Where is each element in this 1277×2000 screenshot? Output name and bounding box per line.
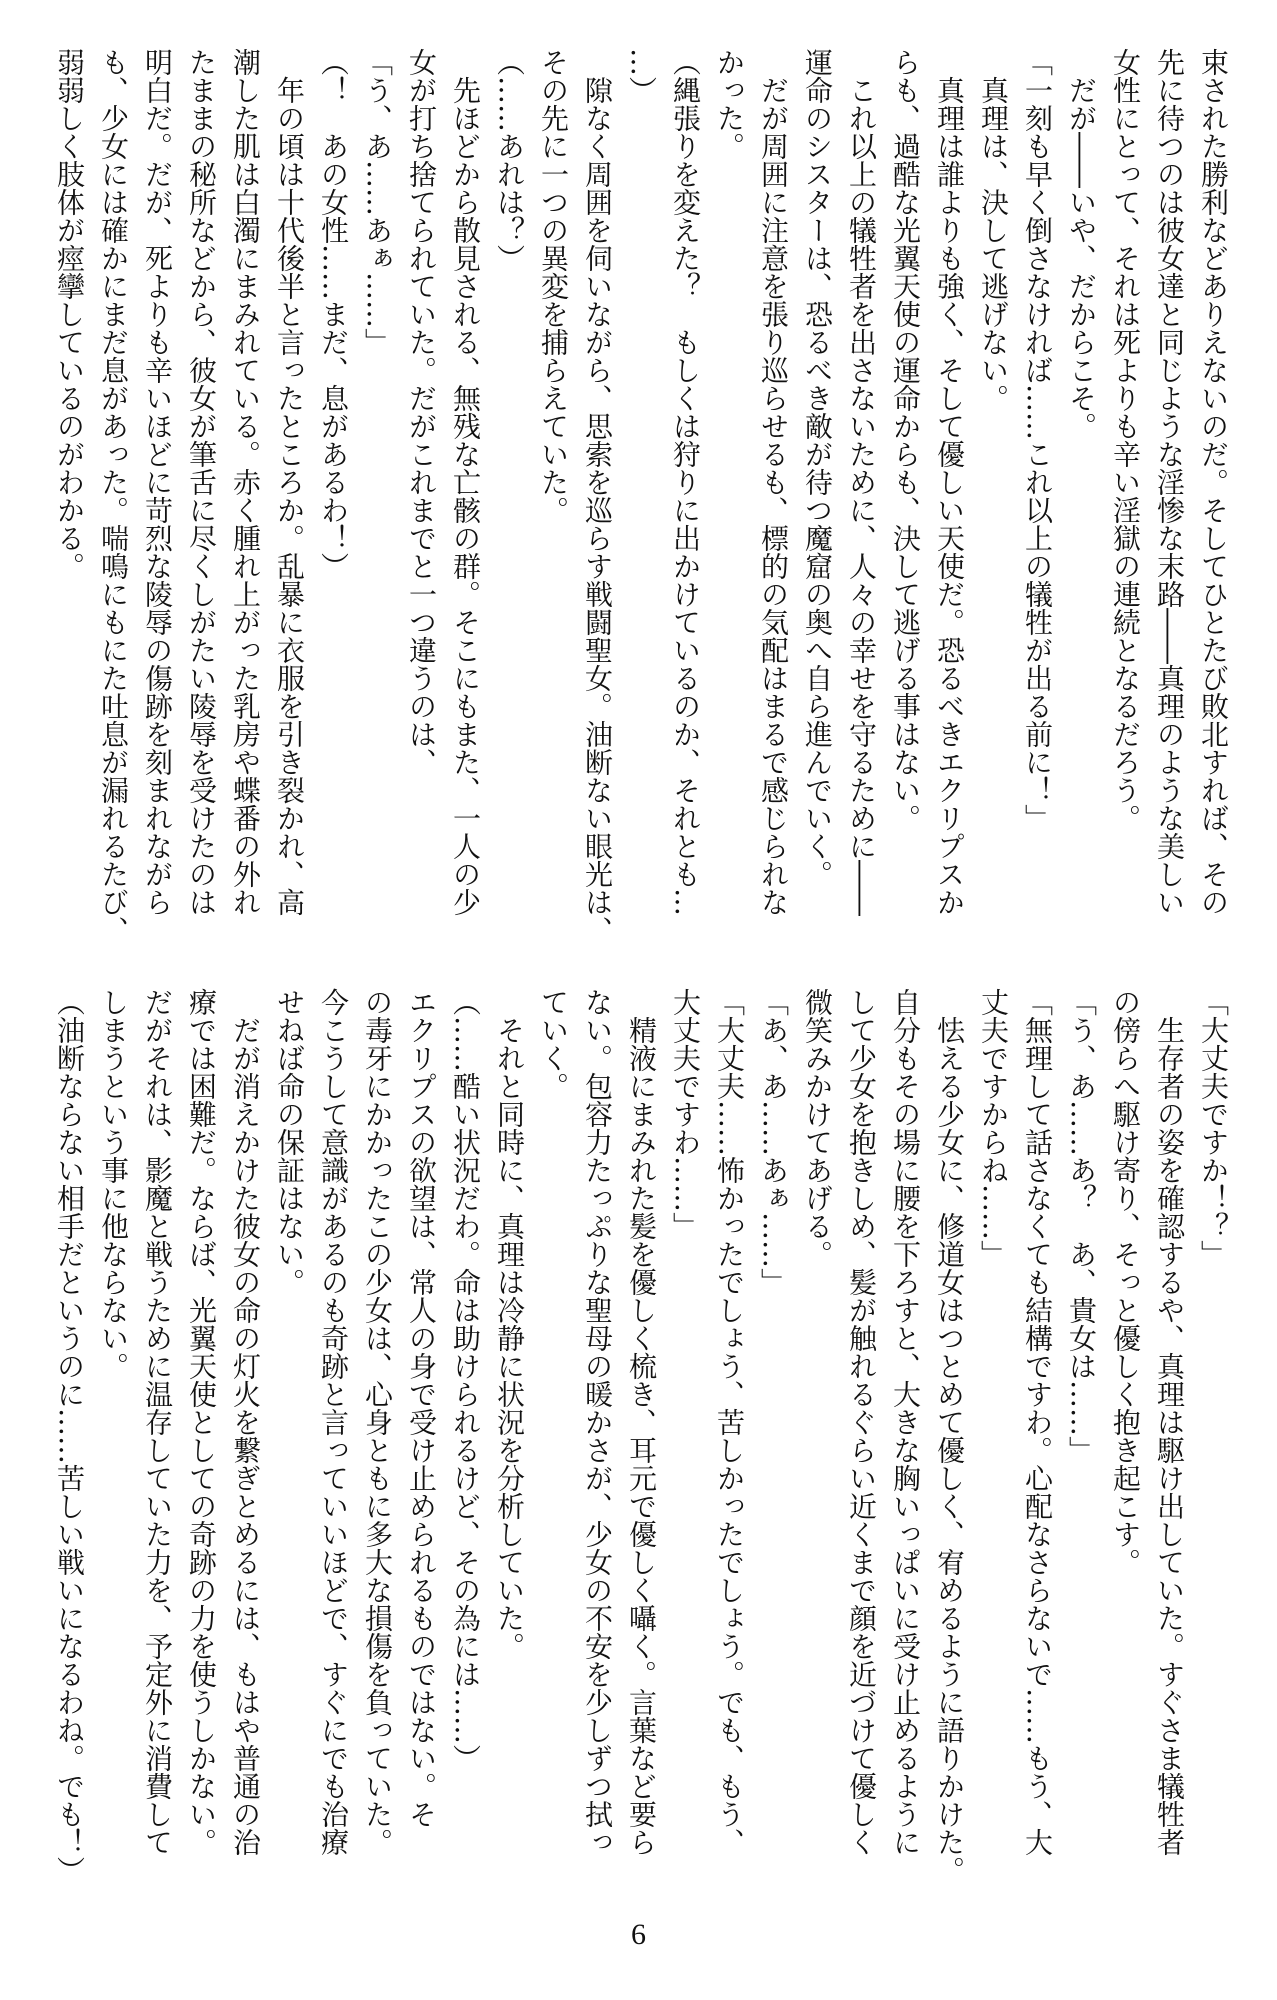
text-line: 丈夫ですからね……」 <box>977 988 1010 1268</box>
text-line: だがそれは、影魔と戦うために温存していた力を、予定外に消費して <box>141 988 174 1856</box>
lower-text-section <box>47 988 1235 1884</box>
text-line: 年の頃は十代後半と言ったところか。乱暴に衣服を引き裂かれ、高 <box>273 48 306 916</box>
text-line: その先に一つの異変を捕らえていた。 <box>537 48 570 524</box>
text-line: エクリプスの欲望は、常人の身で受け止められるものではない。そ <box>405 988 438 1828</box>
text-line: 微笑みかけてあげる。 <box>801 988 834 1268</box>
text-line: 先に待つのは彼女達と同じような淫惨な末路――真理のような美しい <box>1153 48 1186 916</box>
text-line: 隙なく周囲を伺いながら、思索を巡らす戦闘聖女。油断ない眼光は、 <box>581 48 614 944</box>
text-line: だが――いや、だからこそ。 <box>1065 48 1098 440</box>
text-line: 運命のシスターは、恐るべき敵が待つ魔窟の奥へ自ら進んでいく。 <box>801 48 834 888</box>
text-line: の毒牙にかかったこの少女は、心身ともに多大な損傷を負っていた。 <box>361 988 394 1856</box>
text-line: それと同時に、真理は冷静に状況を分析していた。 <box>493 988 526 1660</box>
text-line: （！ あの女性……まだ、息があるわ！） <box>317 48 350 580</box>
text-line: 真理は誰よりも強く、そして優しい天使だ。恐るべきエクリプスか <box>933 48 966 916</box>
upper-text-section <box>47 48 1235 944</box>
text-line: ていく。 <box>537 988 570 1100</box>
text-line: 「大丈夫……怖かったでしょう、苦しかったでしょう。でも、もう、 <box>713 988 746 1856</box>
text-line: ない。包容力たっぷりな聖母の暖かさが、少女の不安を少しずつ拭っ <box>581 988 614 1856</box>
text-line: 「う、あ……あ？ あ、貴女は……」 <box>1065 988 1098 1464</box>
text-line: 明白だ。だが、死よりも辛いほどに苛烈な陵辱の傷跡を刻まれながら <box>141 48 174 916</box>
text-line: しまうという事に他ならない。 <box>97 988 130 1380</box>
text-line: たままの秘所などから、彼女が筆舌に尽くしがたい陵辱を受けたのは <box>185 48 218 916</box>
text-line: 「一刻も早く倒さなければ……これ以上の犠牲が出る前に！」 <box>1021 48 1054 832</box>
text-line: 精液にまみれた髪を優しく梳き、耳元で優しく囁く。言葉など要ら <box>625 988 658 1856</box>
text-line: 束された勝利などありえないのだ。そしてひとたび敗北すれば、その <box>1197 48 1230 916</box>
text-line: 真理は、決して逃げない。 <box>977 48 1010 412</box>
text-line: （縄張りを変えた？ もしくは狩りに出かけているのか、それとも… <box>669 48 702 916</box>
text-line: だが消えかけた彼女の命の灯火を繋ぎとめるには、もはや普通の治 <box>229 988 262 1856</box>
text-line: …） <box>625 48 658 104</box>
text-line: （油断ならない相手だというのに……苦しい戦いになるわね。でも！） <box>53 988 86 1884</box>
text-line: 弱弱しく肢体が痙攣しているのがわかる。 <box>53 48 86 580</box>
text-line: （……酷い状況だわ。命は助けられるけど、その為には……） <box>449 988 482 1772</box>
text-line: 「あ、あ……あぁ……」 <box>757 988 790 1296</box>
text-line: （……あれは？） <box>493 48 526 272</box>
text-line: せねば命の保証はない。 <box>273 988 306 1296</box>
text-line: の傍らへ駆け寄り、そっと優しく抱き起こす。 <box>1109 988 1142 1576</box>
text-line: して少女を抱きしめ、髪が触れるぐらい近くまで顔を近づけて優しく <box>845 988 878 1856</box>
text-line: これ以上の犠牲者を出さないために、人々の幸せを守るために―― <box>845 48 878 916</box>
text-line: 先ほどから散見される、無残な亡骸の群。そこにもまた、一人の少 <box>449 48 482 916</box>
text-line: 女が打ち捨てられていた。だがこれまでと一つ違うのは、 <box>405 48 438 776</box>
text-line: 自分もその場に腰を下ろすと、大きな胸いっぱいに受け止めるように <box>889 988 922 1856</box>
text-line: 「う、あ……あぁ……」 <box>361 48 394 356</box>
text-line: 生存者の姿を確認するや、真理は駆け出していた。すぐさま犠牲者 <box>1153 988 1186 1856</box>
text-line: 療では困難だ。ならば、光翼天使としての奇跡の力を使うしかない。 <box>185 988 218 1856</box>
text-line: かった。 <box>713 48 746 160</box>
text-line: 今こうして意識があるのも奇跡と言っていいほどで、すぐにでも治療 <box>317 988 350 1856</box>
text-line: だが周囲に注意を張り巡らせるも、標的の気配はまるで感じられな <box>757 48 790 916</box>
text-line: 女性にとって、それは死よりも辛い淫獄の連続となるだろう。 <box>1109 48 1142 832</box>
text-line: も、少女には確かにまだ息があった。喘鳴にもにた吐息が漏れるたび、 <box>97 48 130 944</box>
text-line: 怯える少女に、修道女はつとめて優しく、宥めるように語りかけた。 <box>933 988 966 1884</box>
text-line: 大丈夫ですわ……」 <box>669 988 702 1240</box>
text-line: らも、過酷な光翼天使の運命からも、決して逃げる事はない。 <box>889 48 922 832</box>
page-number: 6 <box>631 1918 646 1951</box>
text-line: 「大丈夫ですか！？」 <box>1197 988 1230 1268</box>
text-line: 「無理して話さなくても結構ですわ。心配なさらないで……もう、大 <box>1021 988 1054 1856</box>
text-line: 潮した肌は白濁にまみれている。赤く腫れ上がった乳房や蝶番の外れ <box>229 48 262 916</box>
